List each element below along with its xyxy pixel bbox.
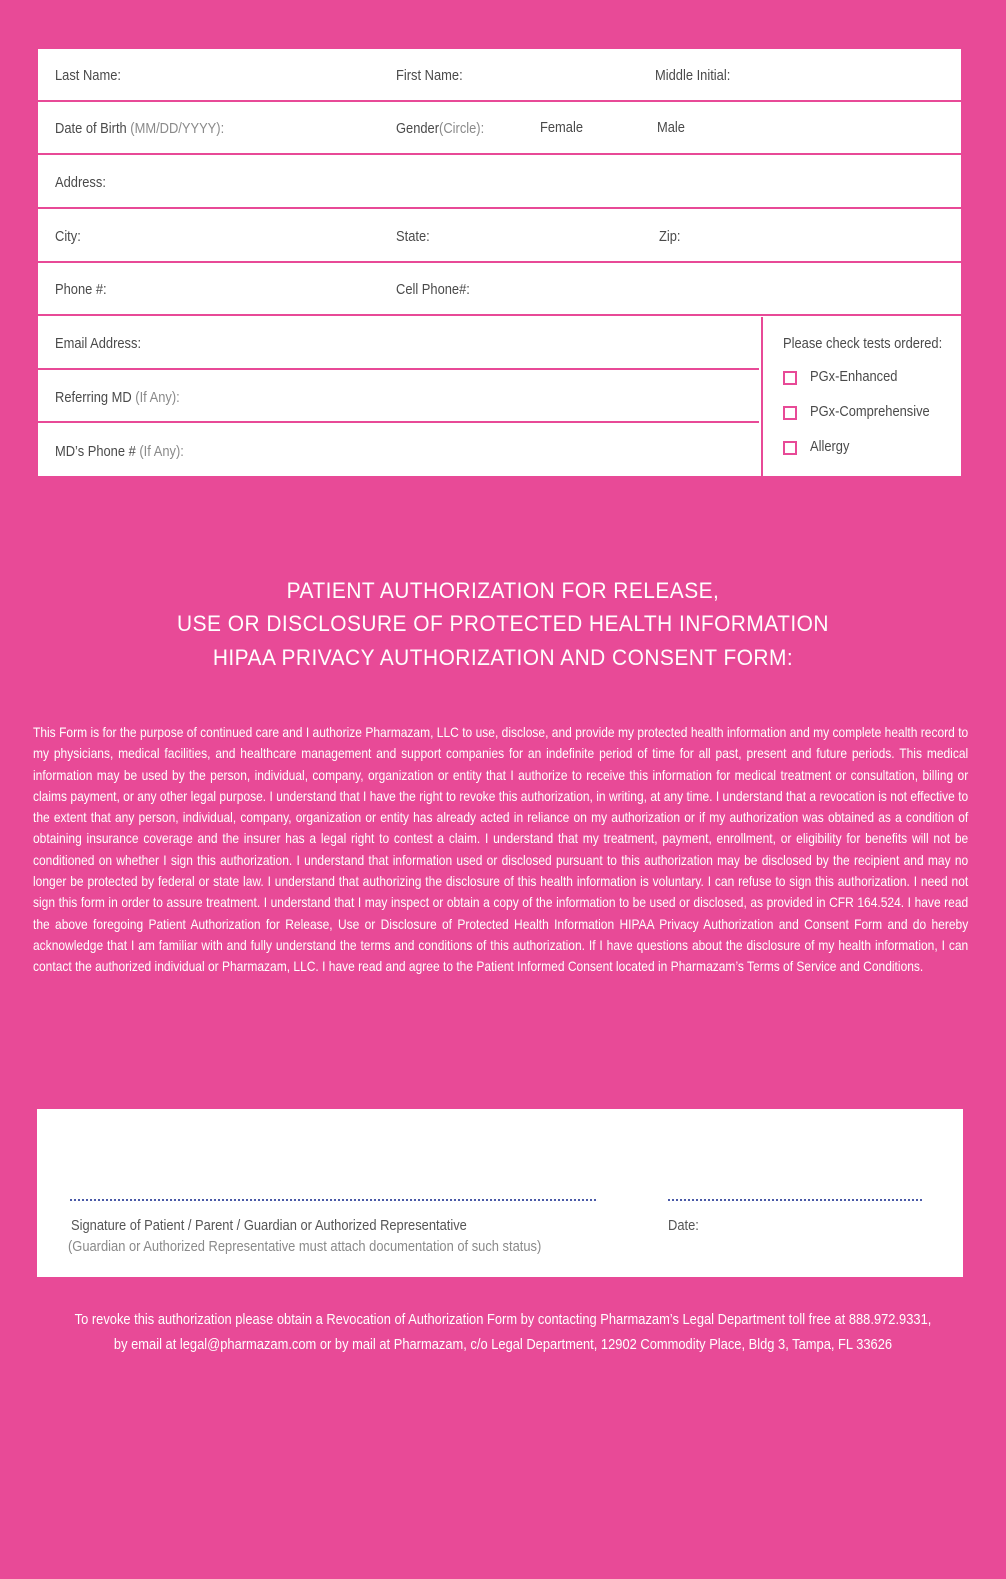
patient-info-form (37, 48, 962, 477)
signature-note: (Guardian or Authorized Representative must attach documentation of such status) (68, 1238, 542, 1255)
dob-format-note: (MM/DD/YYYY): (126, 120, 225, 137)
signature-line[interactable] (70, 1199, 596, 1201)
tests-panel (763, 317, 961, 478)
test-option-pgx-comprehensive[interactable] (783, 402, 953, 424)
city-field[interactable]: City: (55, 228, 81, 245)
gender-note: (Circle): (439, 120, 485, 137)
md-phone-note: (If Any): (135, 443, 184, 460)
signature-box (37, 1109, 963, 1277)
gender-male-option[interactable]: Male (657, 119, 685, 136)
authorization-title-line-2: USE OR DISCLOSURE OF PROTECTED HEALTH INFORMATION (177, 611, 829, 636)
test-option-allergy[interactable] (783, 437, 953, 459)
pgx-enhanced-checkbox[interactable] (783, 371, 797, 385)
referring-md-note: (If Any): (131, 389, 180, 406)
gender-label-text: Gender (396, 120, 440, 137)
dob-label: Date of Birth (55, 120, 127, 137)
signature-label: Signature of Patient / Parent / Guardian or Authorized Representative (71, 1217, 467, 1234)
cell-phone-field[interactable]: Cell Phone#: (396, 281, 470, 298)
referring-md-field[interactable] (55, 388, 180, 408)
referring-md-label: Referring MD (55, 389, 132, 406)
first-name-field[interactable]: First Name: (396, 67, 463, 84)
tests-heading: Please check tests ordered: (783, 335, 943, 352)
authorization-title-line-3: HIPAA PRIVACY AUTHORIZATION AND CONSENT FORM: (212, 645, 794, 670)
test-option-pgx-enhanced[interactable] (783, 367, 953, 389)
allergy-label: Allergy (810, 438, 850, 455)
date-line[interactable] (668, 1199, 922, 1201)
pgx-comprehensive-label: PGx-Comprehensive (810, 403, 930, 420)
name-row (38, 49, 961, 102)
city-state-zip-row (38, 210, 961, 263)
footer-line-2: by email at legal@pharmazam.com or by mail at Pharmazam, c/o Legal Department, 12902 Commodity Place, Bldg 3, Tampa, FL 33626 (113, 1336, 893, 1353)
phone-row (38, 263, 961, 316)
date-label: Date: (668, 1217, 699, 1234)
dob-field[interactable] (55, 119, 224, 139)
address-field[interactable]: Address: (55, 174, 106, 191)
authorization-title-line-1: PATIENT AUTHORIZATION FOR RELEASE, (286, 578, 720, 603)
last-name-field[interactable]: Last Name: (55, 67, 121, 84)
gender-label (396, 119, 484, 139)
authorization-body: This Form is for the purpose of continued care and I authorize Pharmazam, LLC to use, disclose, and provide my protected health information and my complete health record to my physicians, medical facilities, and healthcare management and support companies for an indefinite period of time for all past, present and future periods. This medical information may be used by the person, individual, company, organization or entity that I authorize to receive this information for medical treatment or consultation, billing or claims payment, or any other legal purpose. I understand that I have the right to revoke this authorization, in writing, at any time. I understand that a revocation is not effective to the extent that any person, individual, company, organization or entity has already acted in reliance on my authorization or if my authorization was obtained as a condition of obtaining insurance coverage and the insurer has a legal right to contest a claim. I understand that my treatment, payment, enrollment, or eligibility for benefits will not be conditioned on whether I sign this authorization. I understand that information used or disclosed pursuant to this authorization may be disclosed by the recipient and may no longer be protected by federal or state law. I understand that authorizing the disclosure of this health information is voluntary. I can refuse to sign this authorization. I need not sign this form in order to assure treatment. I understand that I may inspect or obtain a copy of the information to be used or disclosed, as provided in CFR 164.524. I have read the above foregoing Patient Authorization for Release, Use or Disclosure of Protected Health Information HIPAA Privacy Authorization and Consent Form and do hereby acknowledge that I am familiar with and fully understand the terms and conditions of this authorization. If I have questions about the disclosure of my health information, I can contact the authorized individual or Pharmazam, LLC. I have read and agree to the Patient Informed Consent located in Pharmazam’s Terms of Service and Conditions. (33, 724, 969, 975)
dob-gender-row (38, 102, 961, 155)
address-row (38, 156, 961, 209)
md-phone-field[interactable] (55, 442, 184, 462)
middle-initial-field[interactable]: Middle Initial: (655, 67, 731, 84)
state-field[interactable]: State: (396, 228, 430, 245)
pgx-comprehensive-checkbox[interactable] (783, 406, 797, 420)
phone-field[interactable]: Phone #: (55, 281, 107, 298)
footer-line-1: To revoke this authorization please obtain a Revocation of Authorization Form by contacting Pharmazam’s Legal Department toll free at 888.972.9331, (74, 1311, 932, 1328)
md-phone-label: MD’s Phone # (55, 443, 136, 460)
zip-field[interactable]: Zip: (659, 228, 681, 245)
referring-md-row (38, 370, 759, 423)
pgx-enhanced-label: PGx-Enhanced (810, 368, 898, 385)
email-row (38, 317, 759, 370)
email-field[interactable]: Email Address: (55, 335, 142, 352)
allergy-checkbox[interactable] (783, 441, 797, 455)
gender-female-option[interactable]: Female (540, 119, 584, 136)
md-phone-row (38, 424, 759, 478)
